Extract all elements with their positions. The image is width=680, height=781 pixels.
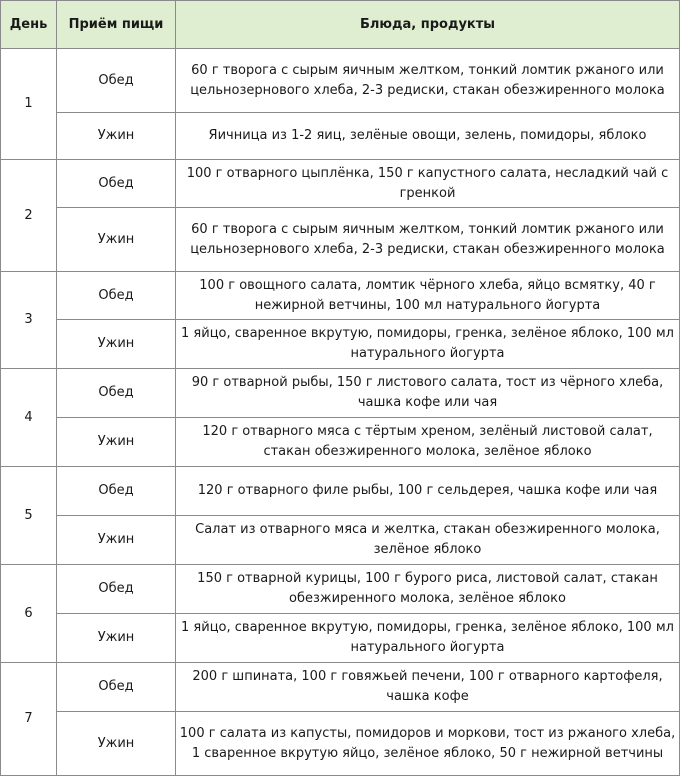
header-day: День — [1, 1, 57, 49]
meal-cell: Ужин — [57, 418, 176, 467]
dishes-cell: Салат из отварного мяса и желтка, стакан обезжиренного молока, зелёное яблоко — [176, 516, 680, 565]
dishes-cell: 100 г отварного цыплёнка, 150 г капустного салата, несладкий чай с гренкой — [176, 160, 680, 208]
header-meal: Приём пищи — [57, 1, 176, 49]
dishes-cell: 200 г шпината, 100 г говяжьей печени, 100 г отварного картофеля, чашка кофе — [176, 663, 680, 712]
table-row — [1, 712, 680, 776]
meal-cell: Обед — [57, 160, 176, 208]
dishes-cell: 120 г отварного мяса с тёртым хреном, зелёный листовой салат, стакан обезжиренного молока, зелёное яблоко — [176, 418, 680, 467]
meal-cell: Ужин — [57, 208, 176, 272]
table-row — [1, 113, 680, 160]
table-row — [1, 614, 680, 663]
meal-cell: Ужин — [57, 320, 176, 369]
meal-cell: Обед — [57, 369, 176, 418]
dishes-cell: 1 яйцо, сваренное вкрутую, помидоры, гренка, зелёное яблоко, 100 мл натурального йогурта — [176, 614, 680, 663]
dishes-cell: 100 г овощного салата, ломтик чёрного хлеба, яйцо всмятку, 40 г нежирной ветчины, 100 мл натурального йогурта — [176, 272, 680, 320]
dishes-cell: 60 г творога с сырым яичным желтком, тонкий ломтик ржаного или цельнозернового хлеба, 2-3 редиски, стакан обезжиренного молока — [176, 208, 680, 272]
header-row — [1, 1, 680, 49]
dishes-cell: 1 яйцо, сваренное вкрутую, помидоры, гренка, зелёное яблоко, 100 мл натурального йогурта — [176, 320, 680, 369]
dishes-cell: 150 г отварной курицы, 100 г бурого риса, листовой салат, стакан обезжиренного молока, зелёное яблоко — [176, 565, 680, 614]
dishes-cell: Яичница из 1-2 яиц, зелёные овощи, зелень, помидоры, яблоко — [176, 113, 680, 160]
dishes-cell: 100 г салата из капусты, помидоров и моркови, тост из ржаного хлеба, 1 сваренное вкрутую яйцо, зелёное яблоко, 50 г нежирной ветчины — [176, 712, 680, 776]
table-row — [1, 320, 680, 369]
meal-cell: Ужин — [57, 113, 176, 160]
meal-cell: Обед — [57, 467, 176, 516]
table-row — [1, 160, 680, 208]
table-row — [1, 565, 680, 614]
table-row — [1, 272, 680, 320]
dishes-cell: 90 г отварной рыбы, 150 г листового салата, тост из чёрного хлеба, чашка кофе или чая — [176, 369, 680, 418]
header-dishes: Блюда, продукты — [176, 1, 680, 49]
meal-cell: Обед — [57, 565, 176, 614]
day-cell: 7 — [1, 663, 57, 776]
day-cell: 3 — [1, 272, 57, 369]
table-row — [1, 663, 680, 712]
meal-cell: Обед — [57, 49, 176, 113]
day-cell: 5 — [1, 467, 57, 565]
table-row — [1, 49, 680, 113]
meal-cell: Ужин — [57, 516, 176, 565]
table-row — [1, 516, 680, 565]
meal-cell: Ужин — [57, 712, 176, 776]
day-cell: 6 — [1, 565, 57, 663]
day-cell: 2 — [1, 160, 57, 272]
meal-cell: Обед — [57, 663, 176, 712]
dishes-cell: 60 г творога с сырым яичным желтком, тонкий ломтик ржаного или цельнозернового хлеба, 2-3 редиски, стакан обезжиренного молока — [176, 49, 680, 113]
table-row — [1, 369, 680, 418]
day-cell: 1 — [1, 49, 57, 160]
table-row — [1, 467, 680, 516]
meal-cell: Обед — [57, 272, 176, 320]
table-row — [1, 418, 680, 467]
table-row — [1, 208, 680, 272]
day-cell: 4 — [1, 369, 57, 467]
dishes-cell: 120 г отварного филе рыбы, 100 г сельдерея, чашка кофе или чая — [176, 467, 680, 516]
meal-cell: Ужин — [57, 614, 176, 663]
